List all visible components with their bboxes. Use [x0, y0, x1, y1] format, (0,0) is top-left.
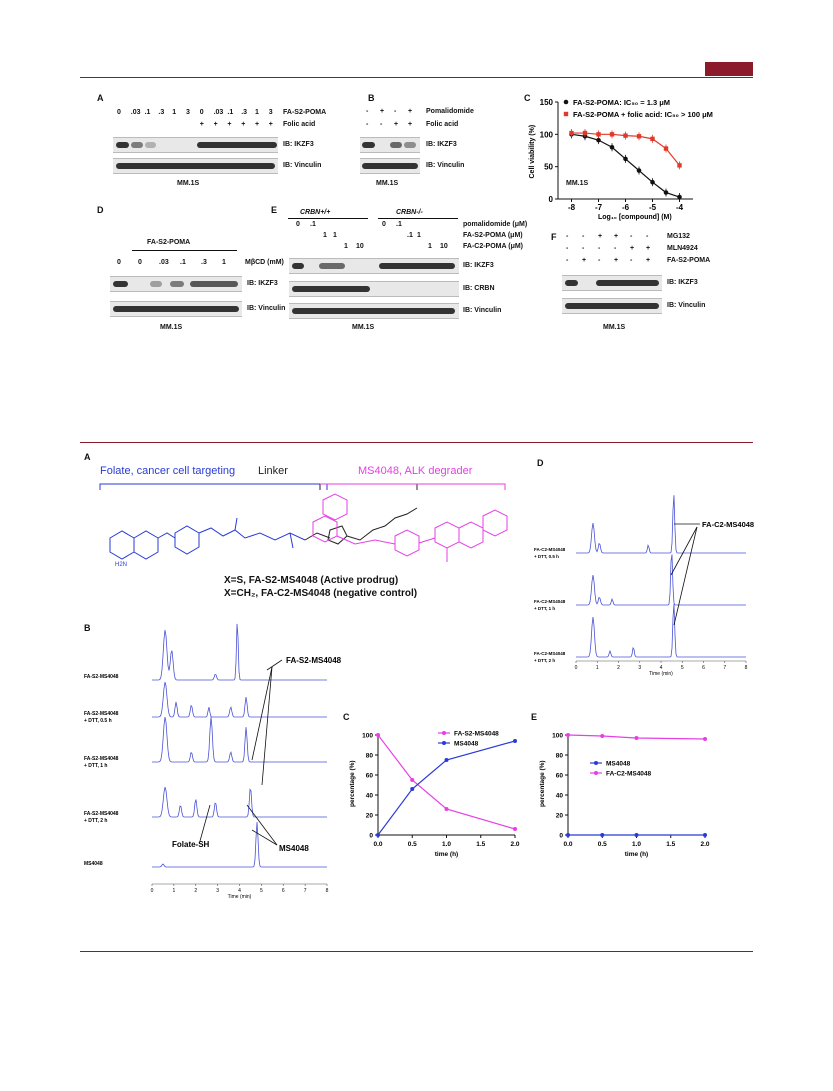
dose-label: .1 — [144, 109, 151, 116]
y-axis-label: Cell viability (%) — [529, 124, 536, 179]
dose-label: 0 — [199, 109, 204, 116]
legend-marker — [564, 112, 568, 116]
y-tick-label: 40 — [365, 792, 373, 800]
panel-a-label: A — [97, 93, 104, 103]
data-point — [703, 737, 707, 741]
data-point — [600, 833, 604, 837]
x-tick-label: -6 — [621, 203, 630, 212]
x-tick-label: 0.5 — [407, 841, 417, 848]
pomalidomide-sign: - — [366, 108, 369, 115]
annotation-ms4048: MS4048 — [279, 844, 309, 853]
pomalidomide-value: .1 — [396, 221, 402, 228]
fa-s2-poma-sign: - — [598, 257, 601, 264]
fig2-panel-a-label: A — [84, 452, 91, 462]
y-tick-label: 100 — [539, 130, 553, 140]
molecule-structure — [95, 478, 515, 588]
fa-s2-poma-value: 1 — [323, 232, 327, 239]
series-line — [378, 735, 515, 829]
fa-s2-poma-sign: - — [566, 257, 569, 264]
data-point — [569, 131, 573, 135]
y-tick-label: 20 — [365, 812, 373, 820]
folic-sign: + — [241, 121, 246, 128]
time-tick-label: 3 — [638, 665, 642, 671]
data-point — [650, 137, 654, 141]
fa-s2-poma-sign: + — [582, 257, 587, 264]
panel-c-cell: MM.1S — [566, 180, 589, 187]
trace-label: + DTT, 1 h — [84, 763, 108, 769]
trace-label: FA-C2-MS4048 — [534, 651, 566, 656]
y-tick-label: 80 — [555, 752, 563, 760]
time-tick-label: 4 — [238, 888, 241, 894]
panel-c-chart — [528, 94, 750, 221]
segment-degrader: MS4048, ALK degrader — [358, 465, 473, 477]
panel-f-blot1-label: IB: IKZF3 — [667, 279, 698, 286]
data-point — [376, 833, 380, 837]
panel-b-ikzf3-blot — [360, 137, 420, 153]
panel-d-label: D — [97, 205, 104, 215]
x-tick-label: 0.5 — [597, 841, 607, 848]
fig2-panel-c-label: C — [343, 712, 350, 722]
panel-d-dose-label: MβCD (mM) — [245, 259, 284, 266]
panel-f-ikzf3-blot — [562, 275, 662, 291]
data-point — [513, 827, 517, 831]
data-point — [664, 190, 669, 195]
legend-label: MS4048 — [606, 760, 631, 768]
folic-sign: + — [255, 121, 260, 128]
pomalidomide-sign: + — [380, 108, 385, 115]
chromatogram-trace — [152, 624, 327, 680]
fa-s2-poma-value: .1 — [407, 232, 413, 239]
legend-marker — [594, 771, 598, 775]
x-axis-label: time (h) — [624, 851, 649, 858]
panel-b-blot2-label: IB: Vinculin — [426, 162, 465, 169]
mbcd-dose: 0 — [117, 259, 121, 266]
panel-a-blot1-label: IB: IKZF3 — [283, 141, 314, 148]
panel-e-blot2-label: IB: CRBN — [463, 285, 495, 292]
chromatogram-trace — [576, 604, 746, 657]
panel-b-vinculin-blot — [360, 158, 420, 174]
folic-sign: + — [199, 121, 204, 128]
pomalidomide-sign: + — [408, 108, 413, 115]
mg132-sign: - — [566, 233, 569, 240]
series-line — [572, 134, 680, 197]
chromatogram-trace — [152, 787, 327, 817]
panel-b-chromatograms — [82, 605, 342, 900]
time-tick-label: 4 — [659, 665, 663, 671]
panel-f-vinculin-blot — [562, 298, 662, 314]
annotation-arrow — [200, 805, 210, 841]
annotation-fa-s2-ms4048: FA-S2-MS4048 — [286, 656, 342, 665]
folic-sign: - — [366, 121, 369, 128]
trace-label: + DTT, 2 h — [84, 818, 108, 824]
data-point — [637, 168, 642, 173]
mbcd-dose: .1 — [180, 259, 186, 266]
time-tick-label: 1 — [172, 888, 176, 894]
y-tick-label: 0 — [559, 832, 563, 840]
structure-caption-2: X=CH₂, FA-C2-MS4048 (negative control) — [224, 588, 418, 599]
chromatogram-trace — [576, 554, 746, 605]
panel-e-label: E — [271, 205, 278, 215]
data-point — [677, 195, 682, 200]
panel-e-row2-label: FA-S2-POMA (μM) — [463, 232, 523, 239]
x-tick-label: 2.0 — [510, 841, 520, 848]
y-tick-label: 60 — [555, 772, 563, 780]
data-point — [596, 132, 600, 136]
panel-a-row1-label: FA-S2-POMA — [283, 109, 327, 116]
panel-e-cell: MM.1S — [352, 324, 375, 331]
data-point — [600, 734, 604, 738]
fa-s2-poma-sign: - — [630, 257, 633, 264]
dose-label: 1 — [172, 109, 177, 116]
mbcd-dose: 1 — [222, 259, 226, 266]
dose-label: 0 — [117, 109, 121, 116]
panel-d-cell: MM.1S — [160, 324, 183, 331]
trace-label: + DTT, 0.5 h — [534, 554, 559, 559]
pomalidomide-value: 0 — [296, 221, 300, 228]
folic-sign: + — [227, 121, 232, 128]
panel-f-row1-label: MG132 — [667, 233, 690, 240]
folic-sign: + — [408, 121, 413, 128]
x-tick-label: -8 — [567, 203, 576, 212]
data-point — [566, 733, 570, 737]
data-point — [610, 132, 614, 136]
data-point — [596, 138, 601, 143]
panel-f-row3-label: FA-S2-POMA — [667, 257, 711, 264]
annotation-arrow — [267, 660, 282, 670]
trace-label: + DTT, 2 h — [534, 658, 556, 663]
trace-label: FA-S2-MS4048 — [84, 756, 119, 762]
mg132-sign: - — [630, 233, 633, 240]
trace-label: + DTT, 1 h — [534, 606, 556, 611]
panel-a-blot2-label: IB: Vinculin — [283, 162, 322, 169]
time-tick-label: 7 — [723, 665, 727, 671]
folic-sign: - — [380, 121, 383, 128]
x-tick-label: 0.0 — [563, 841, 573, 848]
panel-c-chart — [340, 725, 530, 865]
y-tick-label: 20 — [555, 812, 563, 820]
data-point — [513, 739, 517, 743]
y-tick-label: 40 — [555, 792, 563, 800]
middle-rule — [80, 442, 753, 443]
time-tick-label: 6 — [702, 665, 705, 671]
dose-label: .1 — [227, 109, 234, 116]
panel-f-label: F — [551, 232, 557, 242]
mln4924-sign: - — [582, 245, 585, 252]
mbcd-dose: .03 — [159, 259, 169, 266]
pomalidomide-value: .1 — [310, 221, 316, 228]
bottom-rule — [80, 951, 753, 952]
legend-marker — [594, 761, 598, 765]
data-point — [635, 833, 639, 837]
time-tick-label: 6 — [281, 888, 285, 894]
fa-c2-poma-value: 10 — [356, 243, 364, 250]
legend-label: FA-S2-MS4048 — [454, 730, 499, 738]
y-tick-label: 100 — [362, 732, 373, 740]
y-tick-label: 0 — [369, 832, 373, 840]
data-point — [635, 736, 639, 740]
dose-label: 1 — [255, 109, 259, 116]
x-tick-label: -7 — [594, 203, 603, 212]
y-axis-label: percentage (%) — [539, 760, 546, 807]
pomalidomide-value: 0 — [382, 221, 386, 228]
data-point — [410, 787, 414, 791]
x-tick-label: 1.0 — [441, 841, 452, 848]
data-point — [445, 758, 449, 762]
fa-c2-poma-value: 1 — [344, 243, 348, 250]
data-point — [623, 157, 628, 162]
annotation-fa-c2-ms4048: FA-C2-MS4048 — [702, 520, 755, 529]
dose-label: .03 — [130, 109, 141, 116]
time-tick-label: 0 — [574, 665, 578, 671]
chromatogram-trace — [152, 717, 327, 762]
dose-label: .03 — [213, 109, 224, 116]
y-tick-label: 0 — [548, 195, 553, 204]
segment-folate: Folate, cancer cell targeting — [100, 465, 236, 477]
panel-d-ikzf3-blot — [110, 276, 242, 292]
top-rule — [80, 77, 753, 78]
time-axis-label: Time (min) — [227, 894, 252, 900]
trace-label: FA-C2-MS4048 — [534, 599, 566, 604]
data-point — [410, 778, 414, 782]
folic-sign: + — [268, 121, 273, 128]
panel-e-row3-label: FA-C2-POMA (μM) — [463, 243, 524, 250]
y-tick-label: 80 — [365, 752, 373, 760]
annotation-arrow — [262, 667, 272, 785]
trace-label: MS4048 — [84, 861, 103, 867]
legend-marker — [442, 731, 446, 735]
mln4924-sign: - — [566, 245, 569, 252]
dose-label: 3 — [186, 109, 190, 116]
legend-label: MS4048 — [454, 740, 479, 748]
mbcd-dose: 0 — [138, 259, 142, 266]
time-tick-label: 0 — [150, 888, 154, 894]
time-tick-label: 5 — [680, 665, 684, 671]
data-point — [650, 180, 655, 185]
trace-label: FA-C2-MS4048 — [534, 547, 566, 552]
data-point — [583, 131, 587, 135]
time-tick-label: 8 — [325, 888, 329, 894]
y-tick-label: 100 — [552, 732, 563, 740]
x-tick-label: 0.0 — [373, 841, 383, 848]
panel-e-blot3-label: IB: Vinculin — [463, 307, 502, 314]
time-tick-label: 7 — [303, 888, 307, 894]
x-tick-label: 1.0 — [631, 841, 642, 848]
x-tick-label: -4 — [675, 203, 684, 212]
data-point — [566, 833, 570, 837]
mln4924-sign: + — [646, 245, 651, 252]
data-point — [664, 146, 668, 150]
panel-b-row1-label: Pomalidomide — [426, 108, 474, 115]
folic-sign: + — [213, 121, 218, 128]
trace-label: FA-S2-MS4048 — [84, 711, 119, 717]
data-point — [703, 833, 707, 837]
panel-f-row2-label: MLN4924 — [667, 245, 698, 252]
panel-c-label: C — [524, 93, 531, 103]
segment-linker: Linker — [258, 465, 288, 477]
mln4924-sign: - — [614, 245, 617, 252]
panel-d-blot1-label: IB: IKZF3 — [247, 280, 278, 287]
panel-e-chart — [530, 725, 730, 865]
chromatogram-trace — [152, 682, 327, 717]
fa-s2-poma-sign: + — [646, 257, 651, 264]
data-point — [637, 134, 641, 138]
annotation-arrow — [252, 667, 272, 760]
panel-a-vinculin-blot — [113, 158, 278, 174]
trace-label: + DTT, 0.5 h — [84, 718, 112, 724]
mg132-sign: + — [614, 233, 619, 240]
mg132-sign: - — [646, 233, 649, 240]
panel-f-cell: MM.1S — [603, 324, 626, 331]
y-tick-label: 60 — [365, 772, 373, 780]
structure-caption-1: X=S, FA-S2-MS4048 (Active prodrug) — [224, 575, 399, 586]
data-point — [610, 145, 615, 150]
panel-d-header: FA-S2-POMA — [147, 239, 191, 246]
panel-e-ikzf3-blot — [289, 258, 459, 274]
time-axis-label: Time (min) — [649, 671, 673, 677]
panel-d-chromatograms — [532, 475, 755, 680]
fig2-panel-e-label: E — [531, 712, 538, 722]
panel-e-row1-label: pomalidomide (μM) — [463, 221, 528, 228]
panel-b-label: B — [368, 93, 375, 103]
dose-label: .3 — [241, 109, 248, 116]
panel-b-cell: MM.1S — [376, 180, 399, 187]
fa-c2-poma-value: 1 — [428, 243, 432, 250]
time-tick-label: 2 — [617, 665, 620, 671]
panel-e-crbn-blot — [289, 281, 459, 297]
x-tick-label: 1.5 — [476, 841, 486, 848]
panel-e-blot1-label: IB: IKZF3 — [463, 262, 494, 269]
fig2-panel-d-label: D — [537, 458, 544, 468]
data-point — [376, 733, 380, 737]
time-tick-label: 5 — [259, 888, 263, 894]
mln4924-sign: + — [630, 245, 635, 252]
legend-label: FA-C2-MS4048 — [606, 770, 652, 778]
panel-e-vinculin-blot — [289, 303, 459, 319]
y-tick-label: 50 — [544, 162, 553, 172]
panel-e-group1: CRBN+/+ — [300, 209, 331, 216]
x-tick-label: 2.0 — [700, 841, 710, 848]
x-axis-label: Log₁₀ [compound] (M) — [598, 214, 672, 221]
panel-a-row2-label: Folic acid — [283, 121, 316, 128]
annotation-arrow — [247, 805, 277, 845]
fa-s2-poma-value: 1 — [333, 232, 337, 239]
dose-label: .3 — [158, 109, 165, 116]
series-line — [378, 741, 515, 835]
trace-label: FA-S2-MS4048 — [84, 674, 119, 680]
annotation-folate-sh: Folate-SH — [172, 840, 210, 849]
mbcd-dose: .3 — [201, 259, 207, 266]
legend-label: FA-S2-POMA: IC₅₀ = 1.3 μM — [573, 98, 671, 107]
trace-label: FA-S2-MS4048 — [84, 811, 119, 817]
panel-a-ikzf3-blot — [113, 137, 278, 153]
dose-label: 3 — [268, 109, 273, 116]
x-tick-label: 1.5 — [666, 841, 676, 848]
panel-a-cell: MM.1S — [177, 180, 200, 187]
data-point — [623, 133, 627, 137]
panel-b-row2-label: Folic acid — [426, 121, 459, 128]
legend-marker — [442, 741, 446, 745]
time-tick-label: 3 — [216, 888, 220, 894]
panel-f-blot2-label: IB: Vinculin — [667, 302, 706, 309]
fa-s2-poma-sign: + — [614, 257, 619, 264]
header-tab — [705, 62, 753, 76]
y-tick-label: 150 — [539, 98, 553, 107]
pomalidomide-sign: - — [394, 108, 397, 115]
annotation-arrow — [674, 527, 697, 625]
legend-marker — [564, 100, 569, 105]
mln4924-sign: - — [598, 245, 601, 252]
panel-b-blot1-label: IB: IKZF3 — [426, 141, 457, 148]
y-axis-label: percentage (%) — [349, 760, 356, 807]
panel-e-group2: CRBN-/- — [396, 209, 423, 216]
legend-label: FA-S2-POMA + folic acid: IC₅₀ > 100 μM — [573, 110, 713, 119]
mg132-sign: + — [598, 233, 603, 240]
time-tick-label: 8 — [744, 665, 748, 671]
panel-d-vinculin-blot — [110, 301, 242, 317]
panel-d-blot2-label: IB: Vinculin — [247, 305, 286, 312]
fa-s2-poma-value: 1 — [417, 232, 421, 239]
time-tick-label: 2 — [194, 888, 198, 894]
x-tick-label: -5 — [648, 203, 657, 212]
data-point — [445, 807, 449, 811]
x-axis-label: time (h) — [434, 851, 459, 858]
folic-sign: + — [394, 121, 399, 128]
fig2-panel-b-label: B — [84, 623, 91, 633]
mg132-sign: - — [582, 233, 585, 240]
data-point — [677, 163, 681, 167]
time-tick-label: 1 — [595, 665, 599, 671]
svg-text:H2N: H2N — [115, 562, 128, 568]
fa-c2-poma-value: 10 — [440, 243, 448, 250]
